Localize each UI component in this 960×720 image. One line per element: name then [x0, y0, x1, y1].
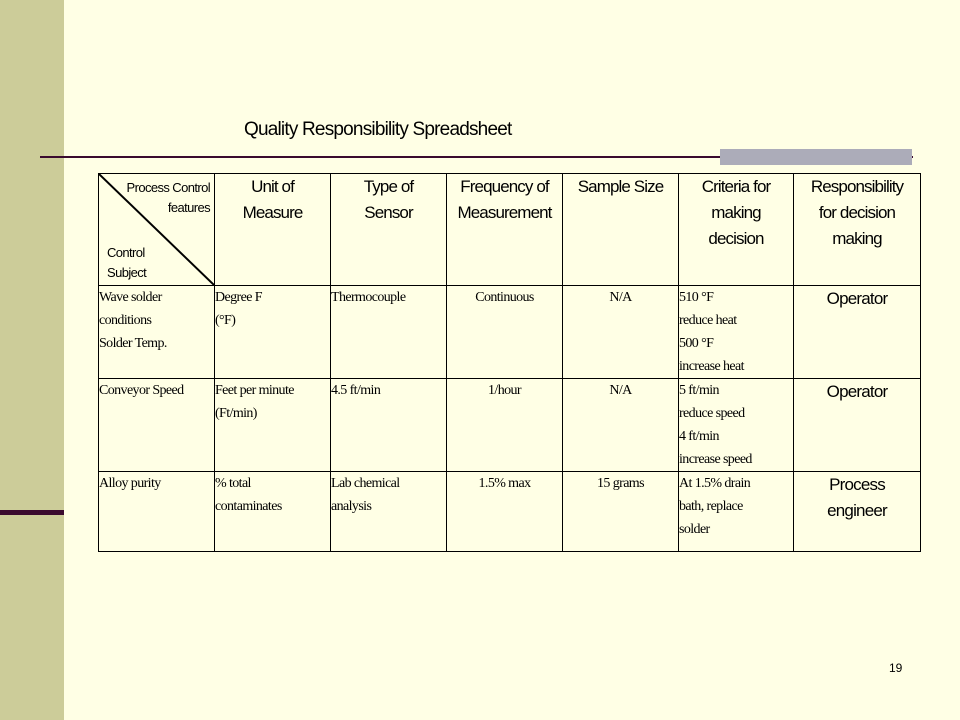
cell-line: N/A	[609, 290, 632, 305]
cell-line: conditions	[99, 313, 152, 328]
control-subject-cell	[99, 472, 215, 552]
frequency-cell	[447, 379, 563, 472]
cell-line: Conveyor Speed	[99, 383, 184, 398]
header-line: Sample Size	[577, 177, 664, 196]
header-type-of-sensor	[331, 174, 447, 286]
header-line: Measurement	[457, 203, 552, 222]
cell-line: analysis	[331, 499, 372, 514]
header-criteria	[679, 174, 794, 286]
cell-line: 4.5 ft/min	[331, 383, 381, 398]
header-line: decision	[708, 229, 764, 248]
header-line: Frequency of	[460, 177, 549, 196]
unit-cell	[215, 472, 331, 552]
page-number: 19	[889, 661, 903, 675]
corner-header-cell	[99, 174, 215, 286]
criteria-cell	[679, 472, 794, 552]
header-line: Responsibility	[810, 177, 904, 196]
cell-line: At 1.5% drain	[679, 476, 751, 491]
cell-line: 4 ft/min	[679, 429, 719, 444]
cell-line: Degree F	[215, 290, 262, 305]
cell-line: reduce heat	[679, 313, 737, 328]
cell-line: N/A	[609, 383, 632, 398]
frequency-cell	[447, 472, 563, 552]
header-sample-size	[563, 174, 679, 286]
table-row	[99, 286, 921, 379]
unit-cell	[215, 286, 331, 379]
corner-features-line: features	[167, 200, 210, 215]
cell-line: Feet per minute	[215, 383, 294, 398]
cell-line: increase heat	[679, 359, 744, 374]
header-line: Unit of	[251, 177, 294, 196]
table-row	[99, 472, 921, 552]
cell-line: 1.5% max	[478, 476, 531, 491]
cell-line: Wave solder	[99, 290, 162, 305]
header-line: Criteria for	[701, 177, 771, 196]
cell-line: engineer	[827, 501, 887, 520]
frequency-cell	[447, 286, 563, 379]
header-line: for decision	[818, 203, 896, 222]
header-line: making	[832, 229, 882, 248]
side-band	[0, 0, 64, 720]
cell-line: Operator	[826, 289, 888, 308]
cell-line: % total	[215, 476, 251, 491]
cell-line: increase speed	[679, 452, 752, 467]
sensor-cell	[331, 379, 447, 472]
cell-line: 1/hour	[488, 383, 521, 398]
header-row	[99, 174, 921, 286]
cell-line: solder	[679, 522, 710, 537]
cell-line: Thermocouple	[331, 290, 406, 305]
header-line: Measure	[242, 203, 303, 222]
cell-line: 15 grams	[597, 476, 644, 491]
responsibility-cell	[794, 286, 921, 379]
corner-subject-line: Control	[107, 245, 145, 260]
corner-features-line: Process Control	[126, 180, 210, 195]
quality-responsibility-table	[98, 173, 921, 552]
criteria-cell	[679, 379, 794, 472]
responsibility-cell	[794, 472, 921, 552]
sample-size-cell	[563, 379, 679, 472]
unit-cell	[215, 379, 331, 472]
sensor-cell	[331, 472, 447, 552]
header-line: Sensor	[364, 203, 413, 222]
cell-line: Alloy purity	[99, 476, 161, 491]
cell-line: contaminates	[215, 499, 282, 514]
cell-line: Lab chemical	[331, 476, 400, 491]
slide-title: Quality Responsibility Spreadsheet	[244, 119, 512, 140]
header-line: making	[711, 203, 761, 222]
header-line: Type of	[363, 177, 414, 196]
corner-subject-line: Subject	[107, 265, 147, 280]
cell-line: reduce speed	[679, 406, 745, 421]
corner-features-label	[127, 178, 210, 218]
cell-line: Continuous	[475, 290, 534, 305]
table-row	[99, 379, 921, 472]
cell-line: 5 ft/min	[679, 383, 719, 398]
corner-subject-label	[107, 243, 146, 283]
responsibility-cell	[794, 379, 921, 472]
title-accent-bar	[720, 149, 912, 165]
cell-line: (°F)	[215, 313, 236, 328]
control-subject-cell	[99, 286, 215, 379]
sample-size-cell	[563, 286, 679, 379]
cell-line: bath, replace	[679, 499, 743, 514]
cell-line: Operator	[826, 382, 888, 401]
header-unit-of-measure	[215, 174, 331, 286]
cell-line: Process	[829, 475, 885, 494]
side-accent-rule	[0, 510, 64, 515]
header-responsibility	[794, 174, 921, 286]
sensor-cell	[331, 286, 447, 379]
cell-line: (Ft/min)	[215, 406, 257, 421]
cell-line: 500 °F	[679, 336, 714, 351]
cell-line: 510 °F	[679, 290, 714, 305]
control-subject-cell	[99, 379, 215, 472]
sample-size-cell	[563, 472, 679, 552]
header-frequency-of-measurement	[447, 174, 563, 286]
criteria-cell	[679, 286, 794, 379]
cell-line: Solder Temp.	[99, 336, 167, 351]
